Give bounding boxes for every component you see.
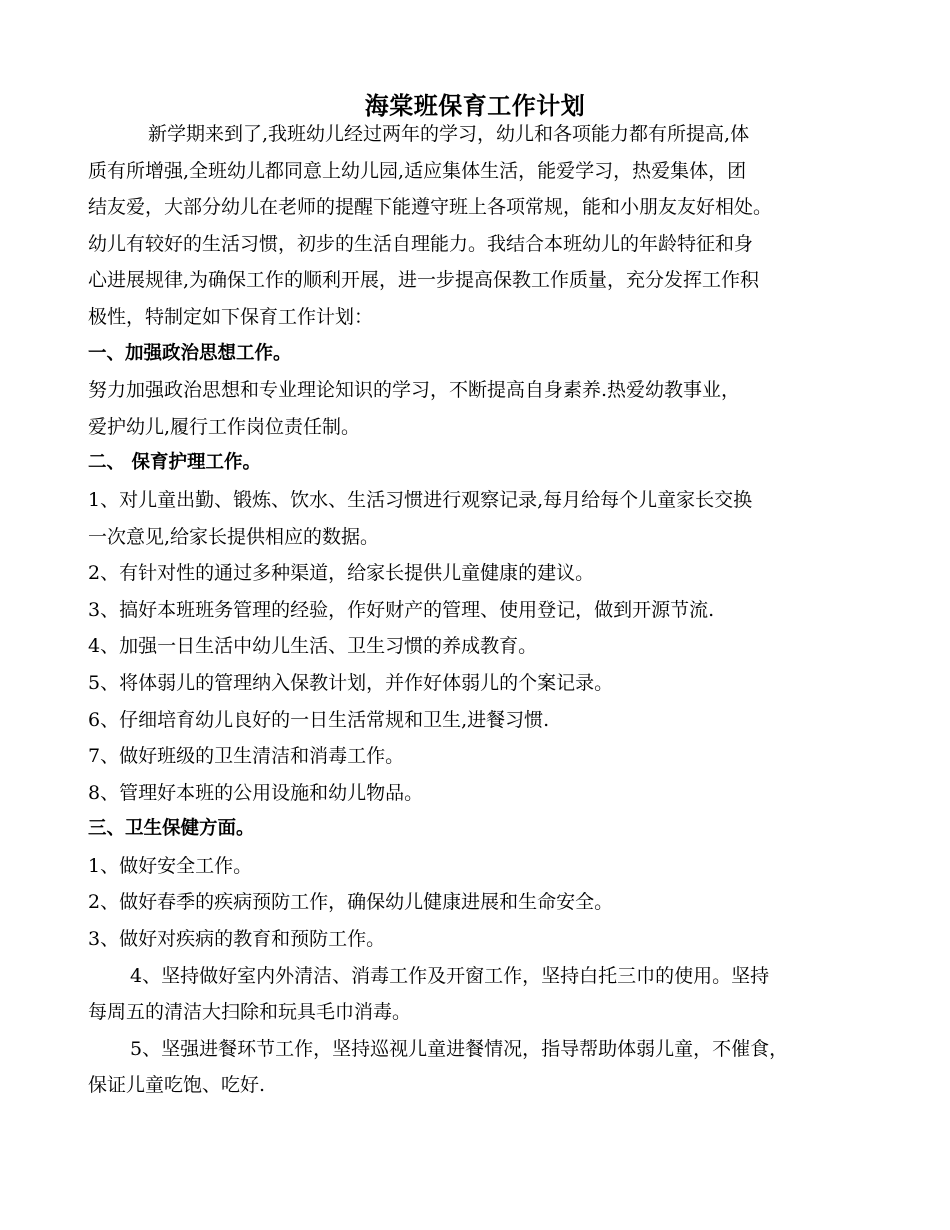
text-line: 8、管理好本班的公用设施和幼儿物品。 [88,781,424,804]
text-line: 5、将体弱儿的管理纳入保教计划，并作好体弱儿的个案记录。 [88,671,614,694]
text-line: 7、做好班级的卫生清洁和消毒工作。 [88,745,405,768]
text-line: 1、对儿童出勤、锻炼、饮水、生活习惯进行观察记录,每月给每个儿童家长交换 [88,488,753,511]
text-line: 心进展规律,为确保工作的顺利开展，进一步提高保教工作质量，充分发挥工作积 [88,269,760,292]
text-line: 质有所增强,全班幼儿都同意上幼儿园,适应集体生活，能爱学习，热爱集体，团 [88,159,747,182]
text-line: 极性，特制定如下保育工作计划： [88,305,374,328]
text-line: 6、仔细培育幼儿良好的一日生活常规和卫生,进餐习惯. [88,708,550,731]
text-line: 新学期来到了,我班幼儿经过两年的学习，幼儿和各项能力都有所提高,体 [148,123,750,145]
text-line: 爱护幼儿,履行工作岗位责任制。 [88,415,361,438]
text-line: 一次意见,给家长提供相应的数据。 [88,525,380,548]
text-line: 3、做好对疾病的教育和预防工作。 [88,928,386,951]
document-title: 海棠班保育工作计划 [364,92,586,120]
text-line: 幼儿有较好的生活习惯，初步的生活自理能力。我结合本班幼儿的年龄特征和身 [88,232,754,255]
text-line: 2、做好春季的疾病预防工作，确保幼儿健康进展和生命安全。 [88,891,614,914]
document-body [88,116,863,1104]
section-heading: 一、加强政治思想工作。 [88,342,292,364]
text-line: 每周五的清洁大扫除和玩具毛巾消毒。 [88,1001,412,1024]
text-line: 结友爱，大部分幼儿在老师的提醒下能遵守班上各项常规，能和小朋友友好相处。 [88,196,773,219]
text-line: 努力加强政治思想和专业理论知识的学习，不断提高自身素养.热爱幼教事业， [88,379,741,402]
text-line: 1、做好安全工作。 [88,854,253,877]
text-line: 5、坚强进餐环节工作，坚持巡视儿童进餐情况，指导帮助体弱儿童，不催食， [130,1037,789,1060]
text-line: 3、搞好本班班务管理的经验，作好财产的管理、使用登记，做到开源节流. [88,598,715,621]
text-line: 2、有针对性的通过多种渠道，给家长提供儿童健康的建议。 [88,562,595,585]
section-heading: 二、 保育护理工作。 [88,452,261,474]
text-line: 4、坚持做好室内外清洁、消毒工作及开窗工作，坚持白托三巾的使用。坚持 [130,964,770,987]
text-line: 4、加强一日生活中幼儿生活、卫生习惯的养成教育。 [88,635,538,658]
section-heading: 三、卫生保健方面。 [88,818,255,840]
text-line: 保证儿童吃饱、吃好. [88,1074,266,1097]
